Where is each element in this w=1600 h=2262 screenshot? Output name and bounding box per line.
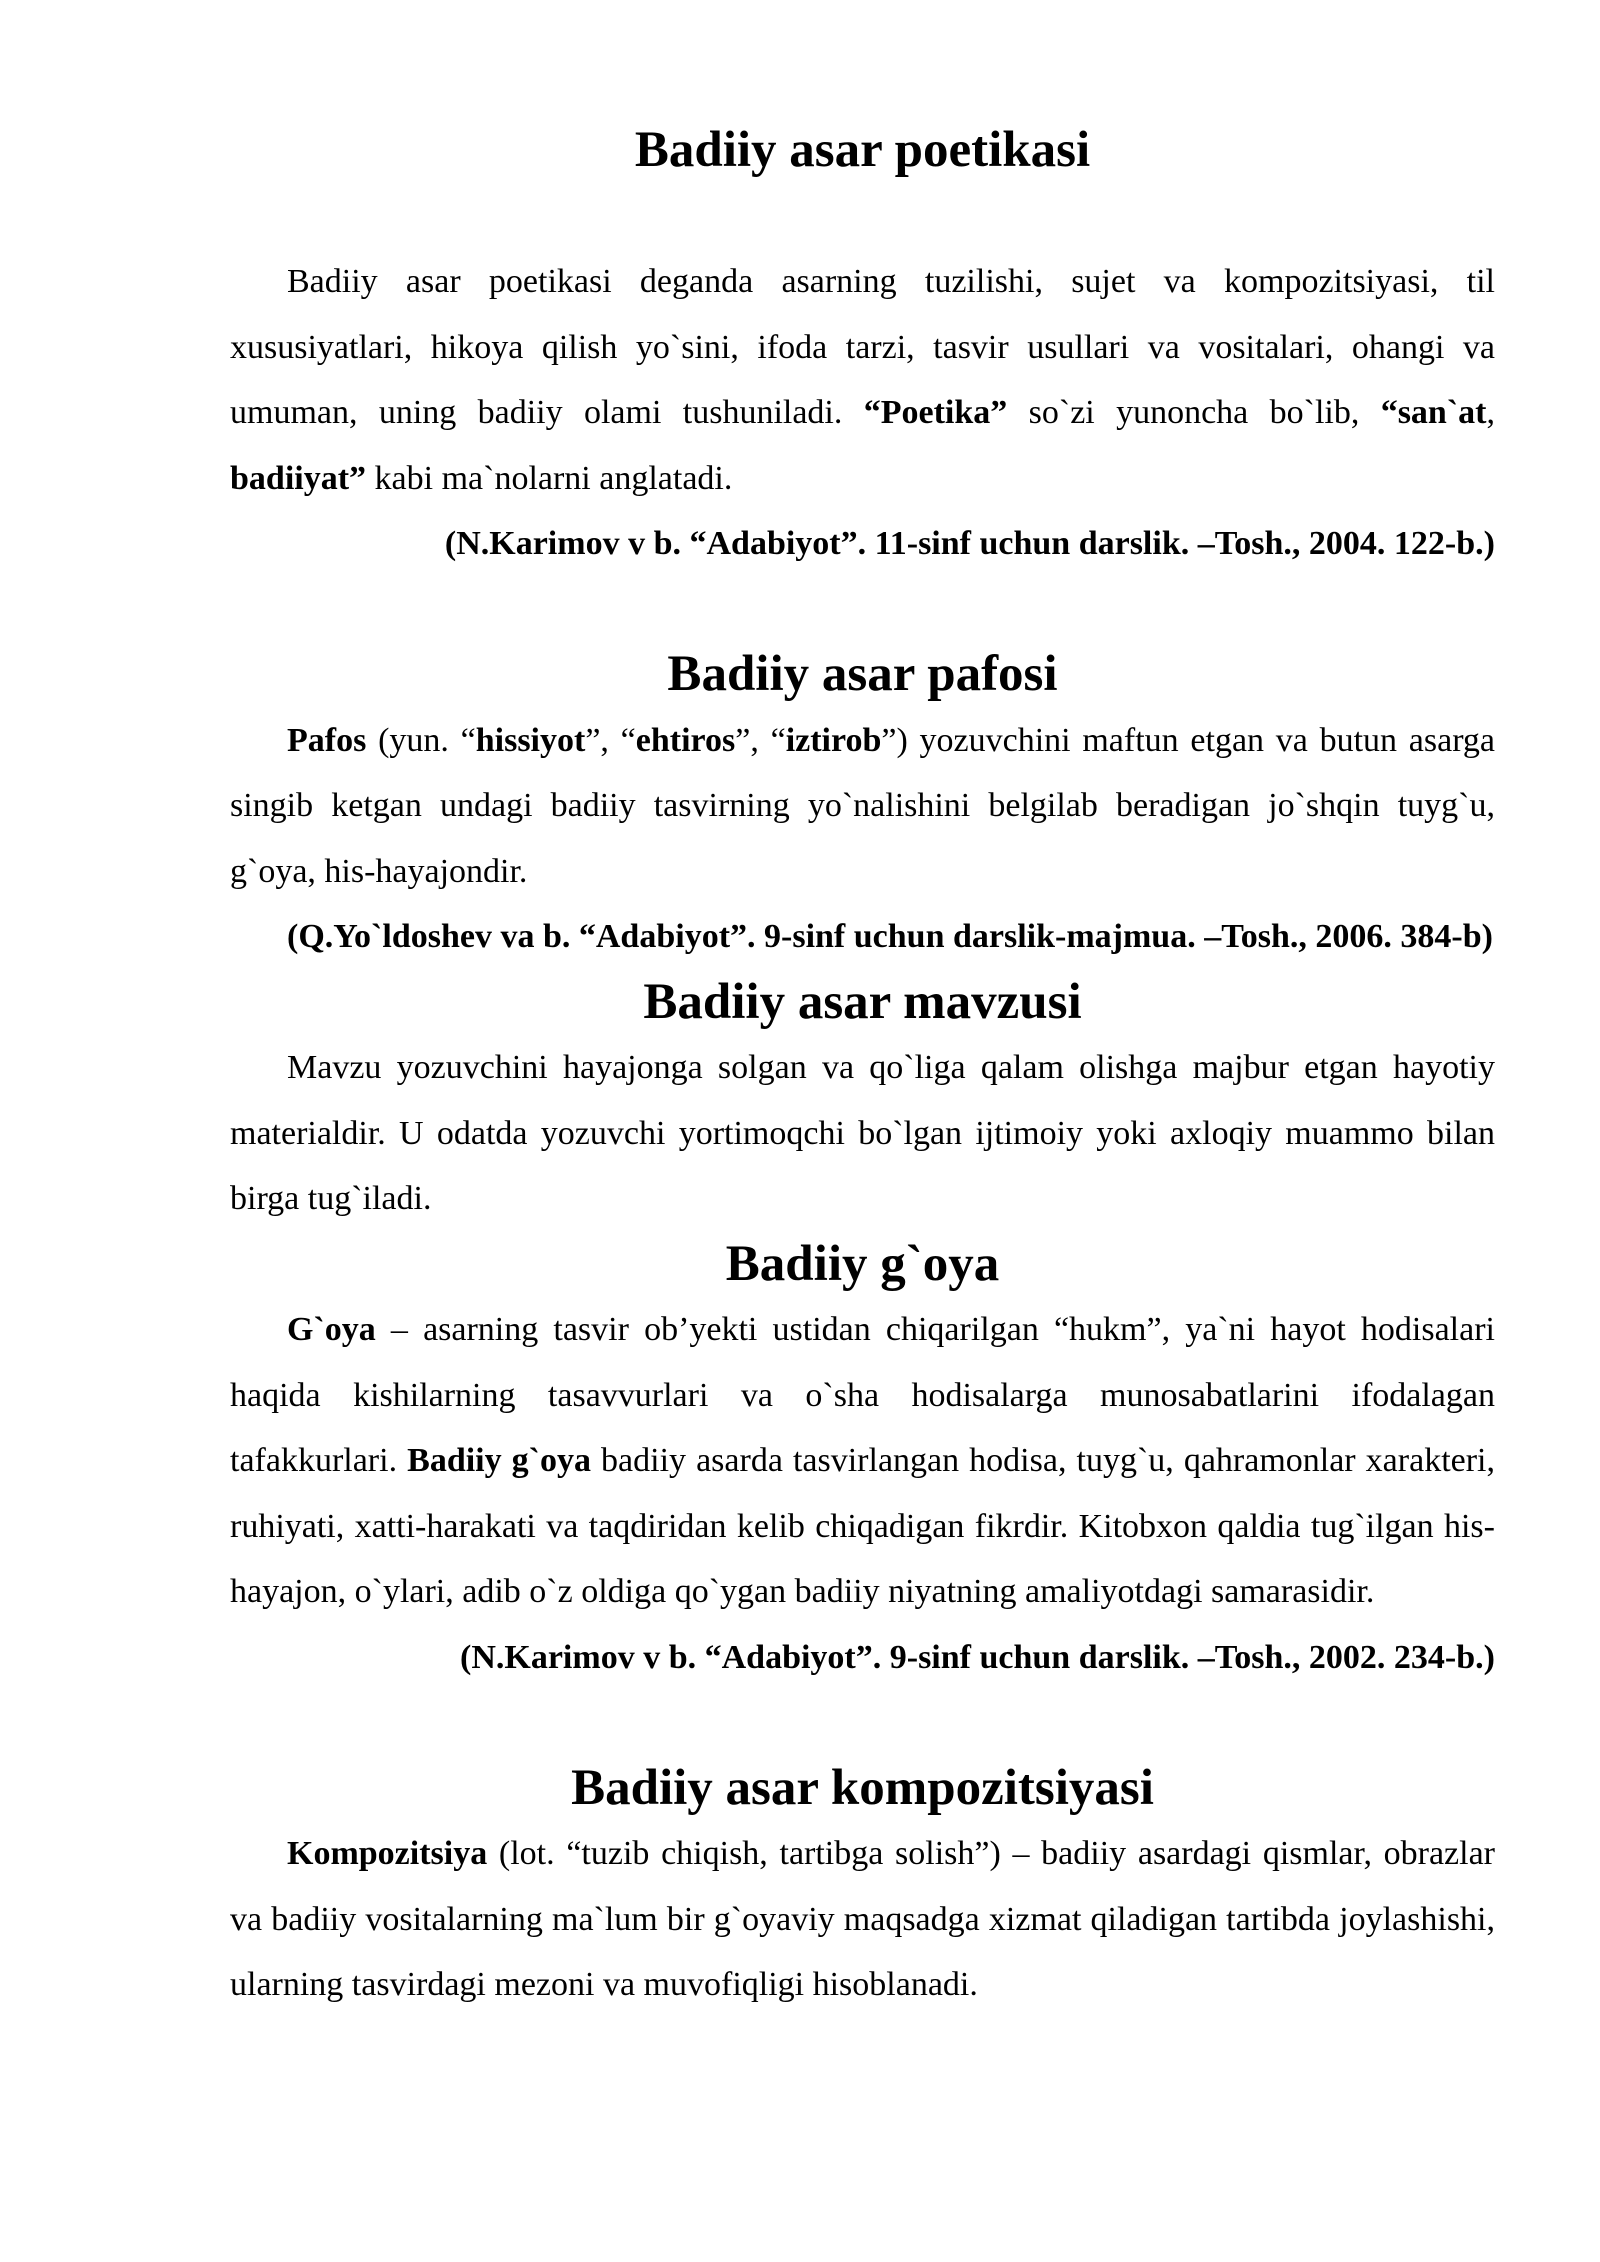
spacer — [230, 184, 1495, 250]
text-run: badiiy asarda tasvirlangan hodisa, tuyg`u, qahramonlar xarakteri, ruhiyati, xatti-harakati va taqdiridan kelib chiqadigan fikrdir. Kitobxon qaldia tug`ilgan his-hayajon, o`ylari, adib o`z oldiga qo`ygan badiiy niyatning amaliyotdagi samarasidir. — [230, 1442, 1495, 1610]
spacer — [230, 577, 1495, 643]
section-paragraph-mavzu — [230, 1035, 1495, 1232]
text-run: so`zi yunoncha bo`lib, — [1007, 394, 1381, 431]
text-run: Badiiy asar poetikasi deganda asarning tuzilishi, sujet va kompozitsiyasi, til xususiyatlari, hikoya qilish yo`sini, ifoda tarzi, tasvir usullari va vositalari, ohangi va umuman, uning badiiy olami tushuniladi. — [230, 263, 1495, 431]
bold-term: ehtiros — [635, 721, 736, 759]
bold-term: “san`at — [1380, 394, 1487, 431]
text-run: ”) yozuvchini maftun etgan va butun asarga singib ketgan undagi badiiy tasvirning yo`nalishini belgilab beradigan jo`shqin tuyg`u, g`oya, his-hayajondir. — [230, 721, 1496, 890]
text-run: ”, “ — [735, 721, 786, 759]
spacer — [230, 1690, 1495, 1756]
section-paragraph-poetika — [230, 249, 1495, 511]
citation-goya: (N.Karimov v b. “Adabiyot”. 9-sinf uchun darslik. –Tosh., 2002. 234-b.) — [460, 1638, 1495, 1676]
bold-term: G`oya — [287, 1311, 376, 1348]
bold-term: “Poetika” — [863, 394, 1008, 431]
section-paragraph-kompozitsiya — [230, 1821, 1495, 2018]
bold-term: Badiiy g`oya — [407, 1442, 591, 1479]
section-paragraph-goya — [230, 1297, 1495, 1625]
text-run: ”, “ — [585, 721, 636, 759]
bold-term: hissiyot — [475, 721, 586, 759]
text-run: (lot. “tuzib chiqish, tartibga solish”) – badiiy asardagi qismlar, obrazlar va badiiy vositalarning ma`lum bir g`oyaviy maqsadga xizmat qiladigan tartibda joylashishi, ularning tasvirdagi mezoni va muvofiqligi hisoblanadi. — [230, 1835, 1495, 2003]
section-title-goya: Badiiy g`oya — [725, 1235, 1000, 1292]
section-title-pafos: Badiiy asar pafosi — [667, 646, 1058, 702]
text-run: , — [1486, 394, 1495, 431]
section-paragraph-pafos — [230, 708, 1495, 905]
section-title-mavzu: Badiiy asar mavzusi — [643, 973, 1082, 1030]
bold-term: iztirob — [785, 721, 882, 759]
bold-term: badiiyat” — [230, 459, 367, 497]
text-run: kabi ma`nolarni anglatadi. — [366, 459, 733, 497]
text-run: – asarning tasvir ob’yekti ustidan chiqarilgan “hukm”, ya`ni hayot hodisalari haqida kishilarning tasavvurlari va o`sha hodisalarga munosabatlarini ifodalagan tafakkurlari. — [230, 1311, 1495, 1479]
citation-pafos: (Q.Yo`ldoshev va b. “Adabiyot”. 9-sinf uchun darslik-majmua. –Tosh., 2006. 384-b) — [287, 918, 1493, 955]
citation-poetika: (N.Karimov v b. “Adabiyot”. 11-sinf uchun darslik. –Tosh., 2004. 122-b.) — [444, 525, 1495, 562]
bold-term: Pafos — [287, 721, 367, 759]
bold-term: Kompozitsiya — [287, 1835, 488, 1872]
section-title-kompozitsiya: Badiiy asar kompozitsiyasi — [571, 1759, 1154, 1816]
section-title-poetika: Badiiy asar poetikasi — [634, 122, 1091, 178]
text-run: Mavzu yozuvchini hayajonga solgan va qo`liga qalam olishga majbur etgan hayotiy materialdir. U odatda yozuvchi yortimoqchi bo`lgan ijtimoiy yoki axloqiy muammo bilan birga tug`iladi. — [230, 1049, 1495, 1217]
text-run: (yun. “ — [366, 721, 476, 759]
